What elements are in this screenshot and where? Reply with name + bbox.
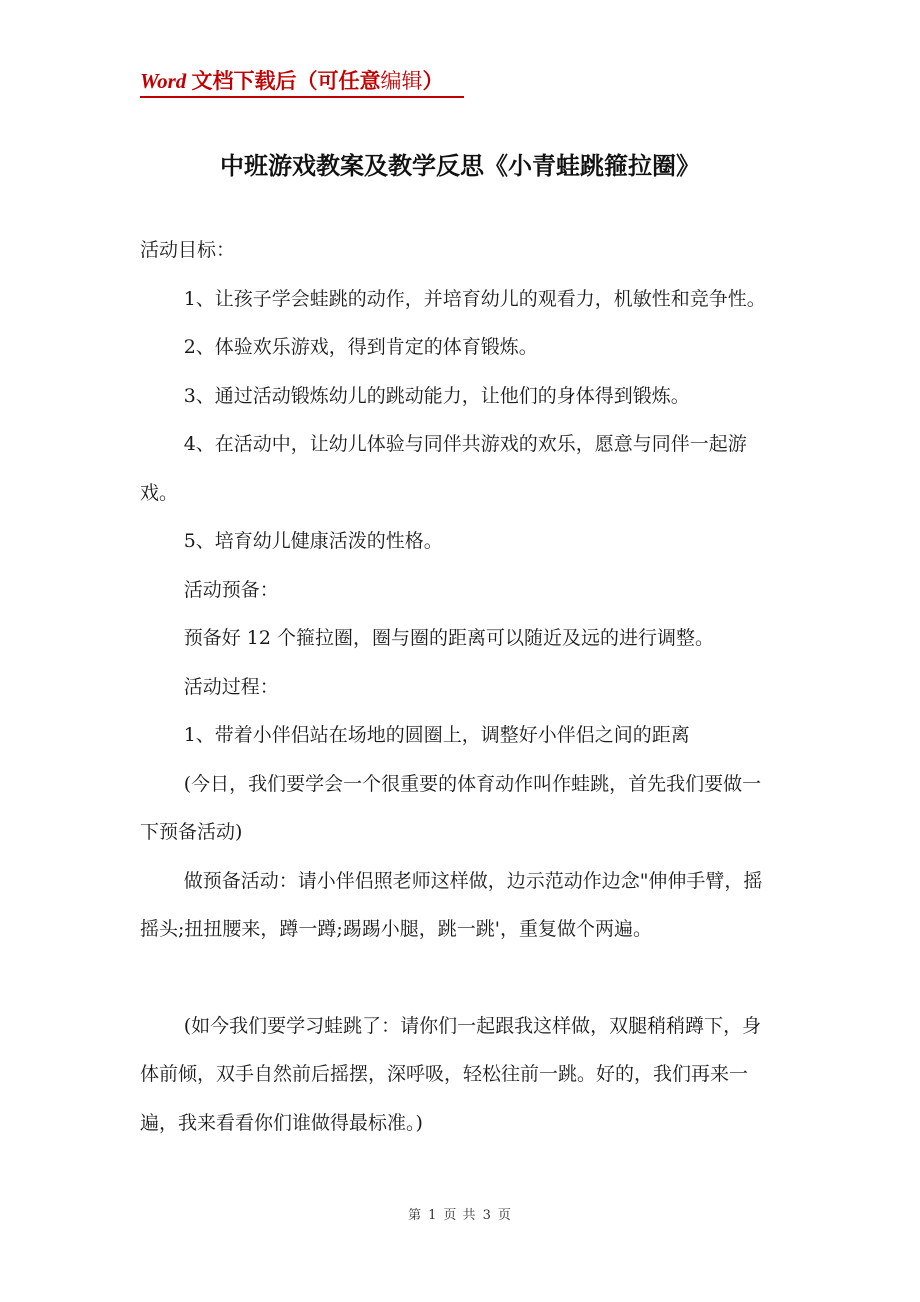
footer-total-pages: 3 (482, 1208, 492, 1223)
footer-prefix: 第 (408, 1208, 423, 1223)
section-heading-process: 活动过程： (183, 675, 279, 698)
process-paragraph-frog-jump: (如今我们要学习蛙跳了：请你们一起跟我这样做，双腿稍稍蹲下，身体前倾，双手自然前后摇摆，深呼吸，轻松往前一跳。好的，我们再来一遍，我来看看你们谁做得最标准。) (140, 1014, 762, 1134)
goal-item-2: 2、体验欢乐游戏，得到肯定的体育锻炼。 (183, 336, 538, 358)
document-body (140, 226, 780, 1147)
header-text: 文档下载后（可任意 (186, 69, 381, 93)
header-word: Word (140, 69, 187, 93)
prep-paragraph: 预备好 12 个箍拉圈，圈与圈的距离可以随近及远的进行调整。 (183, 627, 714, 649)
blank-line (140, 954, 780, 1002)
process-paragraph-warmup: 做预备活动：请小伴侣照老师这样做，边示范动作边念"伸伸手臂，摇摇头;扭扭腰来，蹲一蹲;踢踢小腿，跳一跳'，重复做个两遍。 (140, 869, 763, 940)
goal-item-5: 5、培育幼儿健康活泼的性格。 (183, 530, 443, 552)
header-edit: 编辑 (380, 69, 423, 93)
process-step-1: 1、带着小伴侣站在场地的圆圈上，调整好小伴侣之间的距离 (183, 724, 690, 746)
goal-item-4: 4、在活动中，让幼儿体验与同伴共游戏的欢乐，愿意与同伴一起游戏。 (140, 433, 747, 504)
section-heading-goals: 活动目标： (140, 239, 236, 261)
section-heading-prep: 活动预备： (183, 578, 279, 601)
footer-suffix: 页 (497, 1208, 512, 1223)
goal-item-3: 3、通过活动锻炼幼儿的跳动能力，让他们的身体得到锻炼。 (183, 384, 690, 407)
download-header (140, 66, 464, 98)
header-close: ） (422, 69, 444, 93)
document-title: 中班游戏教案及教学反思《小青蛙跳箍拉圈》 (220, 152, 700, 180)
footer-page-number: 1 (428, 1208, 438, 1223)
page-footer (0, 1206, 920, 1226)
footer-middle: 页 共 (443, 1208, 477, 1223)
goal-item-1: 1、让孩子学会蛙跳的动作，并培育幼儿的观看力，机敏性和竞争性。 (183, 287, 766, 310)
process-paragraph-intro: (今日，我们要学会一个很重要的体育动作叫作蛙跳，首先我们要做一下预备活动) (140, 772, 762, 843)
